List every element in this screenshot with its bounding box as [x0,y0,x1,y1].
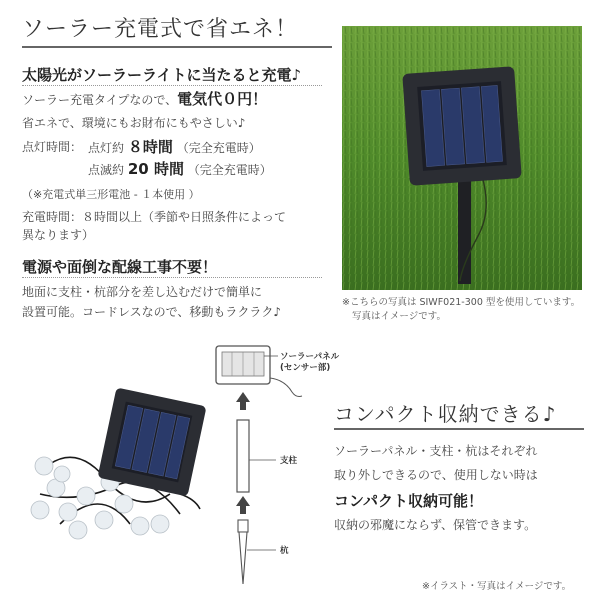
time-label: 点灯時間： [22,140,83,154]
storage-strong: コンパクト収納可能！ [334,492,483,510]
label-stake: 杭 [280,546,289,556]
storage-line-2: 取り外しできるので、使用しない時は [334,468,538,482]
photo-note-2: 写真はイメージです。 [352,311,446,322]
dotted-divider [22,85,322,86]
solar-stake-photo [342,26,582,290]
string-lights-image [20,384,210,554]
line-solar-type-prefix: ソーラー充電タイプなので、 [22,93,178,107]
lights-photo [20,384,210,554]
product-photo [342,26,582,290]
label-sensor: (センサー部) [280,363,331,373]
assembly-diagram [210,340,320,590]
charge-time-1: 充電時間：８時間以上（季節や日照条件によって [22,210,287,224]
install-desc-2: 設置可能。コードレスなので、移動もラクラク♪ [22,305,282,319]
zero-cost-text: 電気代０円！ [177,90,268,108]
section-title-solar: ソーラー充電式で省エネ！ [22,17,299,42]
storage-line-1: ソーラーパネル・支柱・杭はそれぞれ [334,444,538,458]
heading-no-wiring: 電源や面倒な配線工事不要！ [22,258,218,276]
label-solar-panel: ソーラーパネル [280,352,340,362]
blink-value: 20 時間 [127,160,184,178]
blink-label: 点滅約 [88,163,125,177]
storage-line-3: 収納の邪魔にならず、保管できます。 [334,518,537,532]
on-value: ８時間 [127,138,173,156]
footer-note: ※イラスト・写真はイメージです。 [422,581,572,592]
blink-time-row [88,160,272,179]
title-underline [22,46,332,48]
dotted-divider-2 [22,277,322,278]
install-desc-1: 地面に支柱・杭部分を差し込むだけで簡単に [22,285,263,299]
battery-note: （※充電式単三形電池 - １本使用 ） [22,188,200,201]
label-pole: 支柱 [280,456,298,466]
charge-time-2: 異なります） [22,228,95,242]
on-time-row [88,138,261,157]
line-eco: 省エネで、環境にもお財布にもやさしい♪ [22,116,246,130]
photo-note-1: ※こちらの写真は SIWF021-300 型を使用しています。 [342,297,581,308]
heading-solar-charge: 太陽光がソーラーライトに当たると充電♪ [22,66,302,84]
title-underline-2 [334,428,584,430]
line-solar-type [22,90,267,109]
blink-note: （完全充電時） [187,163,272,177]
on-label: 点灯約 [88,141,125,155]
assembly-illustration [210,340,320,590]
on-note: （完全充電時） [176,141,261,155]
section-title-storage: コンパクト収納できる♪ [334,402,557,426]
